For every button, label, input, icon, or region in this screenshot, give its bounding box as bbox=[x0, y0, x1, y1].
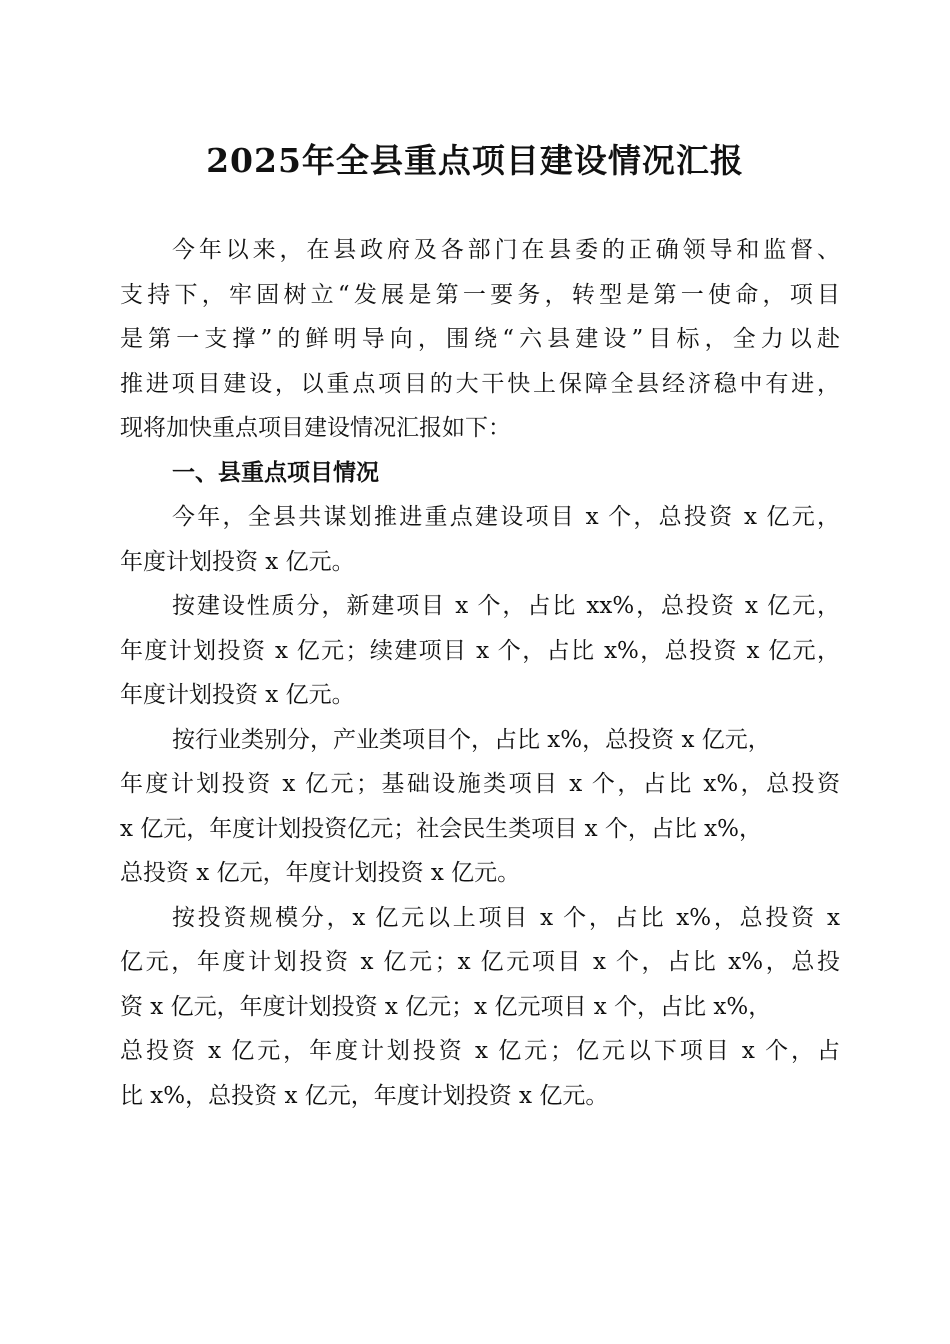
section-heading: 一、县重点项目情况 bbox=[172, 459, 379, 486]
paragraph-line: 按建设性质分，新建项目 x 个，占比 xx%，总投资 x 亿元， bbox=[172, 593, 840, 619]
intro-line: 支持下，牢固树立“发展是第一要务，转型是第一使命，项目 bbox=[120, 281, 840, 308]
paragraph-line: 年度计划投资 x 亿元；续建项目 x 个，占比 x%，总投资 x 亿元， bbox=[120, 637, 840, 664]
paragraph-line: 年度计划投资 x 亿元。 bbox=[120, 682, 355, 708]
paragraph-line: 资 x 亿元，年度计划投资 x 亿元；x 亿元项目 x 个，占比 x%， bbox=[120, 993, 772, 1020]
document-title: 2025年全县重点项目建设情况汇报 bbox=[206, 141, 744, 180]
paragraph-line: 总投资 x 亿元，年度计划投资 x 亿元。 bbox=[120, 860, 521, 886]
intro-line: 推进项目建设，以重点项目的大干快上保障全县经济稳中有进， bbox=[120, 370, 840, 397]
paragraph-line: 按投资规模分，x 亿元以上项目 x 个，占比 x%，总投资 x bbox=[172, 904, 840, 931]
intro-line: 现将加快重点项目建设情况汇报如下： bbox=[120, 415, 511, 441]
paragraph-line: 比 x%，总投资 x 亿元，年度计划投资 x 亿元。 bbox=[120, 1082, 609, 1109]
paragraph-line: 今年，全县共谋划推进重点建设项目 x 个，总投资 x 亿元， bbox=[172, 504, 840, 530]
paragraph-line: 年度计划投资 x 亿元；基础设施类项目 x 个，占比 x%，总投资 bbox=[120, 771, 840, 797]
intro-line: 今年以来，在县政府及各部门在县委的正确领导和监督、 bbox=[172, 237, 840, 263]
intro-line: 是第一支撑”的鲜明导向，围绕“六县建设”目标，全力以赴 bbox=[120, 326, 840, 352]
paragraph-line: 年度计划投资 x 亿元。 bbox=[120, 548, 355, 575]
paragraph-line: 亿元，年度计划投资 x 亿元；x 亿元项目 x 个，占比 x%，总投 bbox=[120, 949, 840, 975]
paragraph-line: x 亿元，年度计划投资亿元；社会民生类项目 x 个，占比 x%， bbox=[120, 815, 763, 842]
document-body bbox=[120, 228, 840, 1118]
paragraph-line: 总投资 x 亿元，年度计划投资 x 亿元；亿元以下项目 x 个，占 bbox=[120, 1038, 840, 1064]
paragraph-line: 按行业类别分，产业类项目个，占比 x%，总投资 x 亿元， bbox=[172, 726, 771, 753]
